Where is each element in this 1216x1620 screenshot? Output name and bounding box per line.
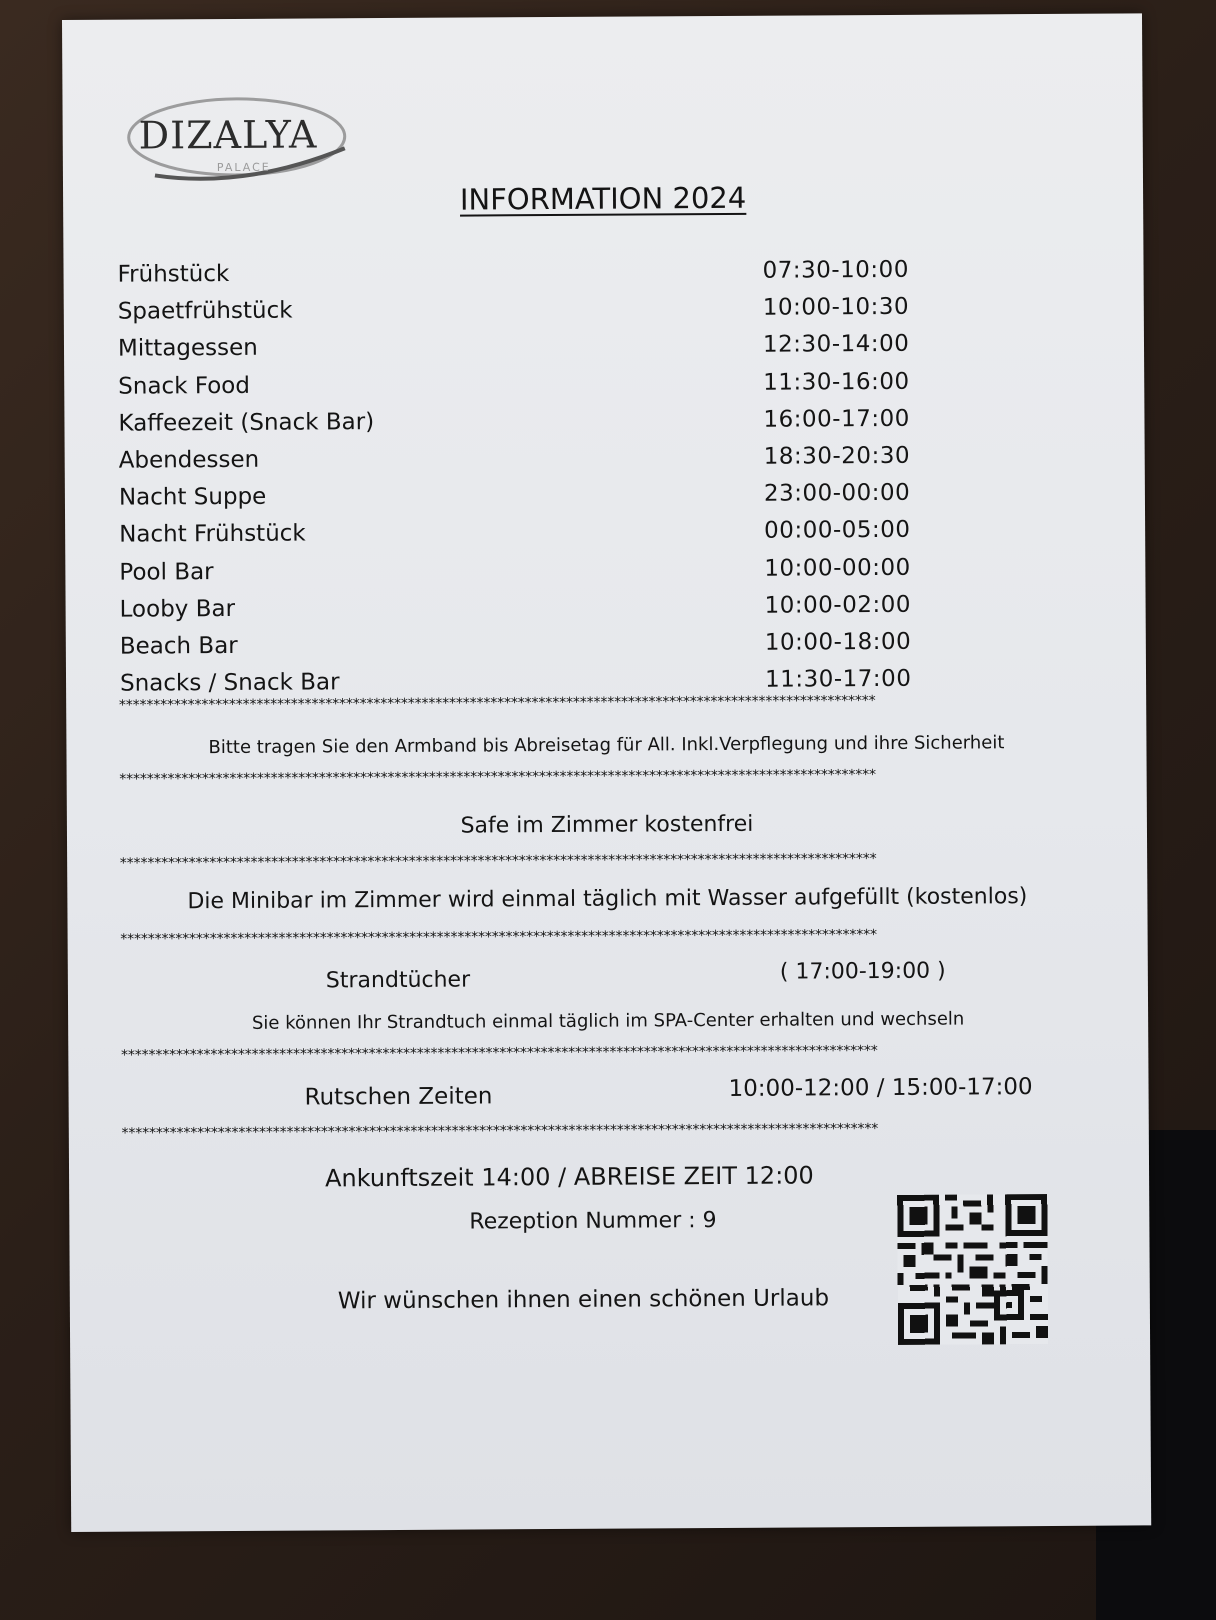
info-sheet: [62, 13, 1151, 1532]
slides-time: 10:00-12:00 / 15:00-17:00: [728, 1074, 1033, 1102]
separator-2: **************************************************************************************************************: [118, 767, 876, 788]
schedule-item-time: 18:30-20:30: [763, 442, 911, 470]
schedule-row: [118, 368, 938, 409]
schedule-item-time: 11:30-16:00: [763, 368, 910, 396]
logo-subtext: PALACE: [216, 160, 271, 175]
qr-code-icon: [891, 1194, 1054, 1345]
schedule-row: [119, 554, 939, 595]
towels-time: ( 17:00-19:00 ): [779, 958, 946, 985]
schedule-item-time: 10:00-00:00: [764, 554, 911, 582]
separator-4: **************************************************************************************************************: [119, 927, 877, 948]
schedule-item-name: Nacht Suppe: [118, 483, 267, 511]
towels-label: Strandtücher: [325, 967, 471, 994]
schedule-item-time: 11:30-17:00: [764, 666, 912, 693]
minibar-notice: Die Minibar im Zimmer wird einmal täglich mit Wasser aufgefüllt (kostenlos): [187, 884, 1028, 915]
page-title: INFORMATION 2024: [459, 180, 747, 217]
schedule-item-time: 10:00-02:00: [764, 591, 912, 619]
schedule-item-name: Mittagessen: [117, 335, 258, 363]
schedule-item-name: Frühstück: [117, 260, 230, 288]
logo-text: DIZALYA: [138, 112, 318, 158]
armband-notice: Bitte tragen Sie den Armband bis Abreisetag für All. Inkl.Verpflegung und ihre Sicherheit: [208, 732, 1005, 759]
schedule-row: [119, 443, 939, 484]
schedule-item-name: Nacht Frühstück: [119, 520, 306, 549]
separator-6: **************************************************************************************************************: [120, 1121, 878, 1142]
schedule-item-name: Beach Bar: [119, 632, 238, 660]
schedule-item-time: 10:00-10:30: [762, 294, 910, 321]
slides-label: Rutschen Zeiten: [304, 1083, 493, 1111]
towels-text: Sie können Ihr Strandtuch einmal täglich im SPA-Center erhalten und wechseln: [251, 1008, 965, 1034]
schedule-row: [118, 331, 938, 372]
hotel-logo: [124, 88, 361, 189]
schedule-item-time: 10:00-18:00: [764, 628, 912, 656]
schedule-row: [120, 629, 940, 670]
schedule-item-name: Abendessen: [118, 446, 260, 474]
schedule-row: [118, 294, 938, 335]
schedule-item-name: Looby Bar: [119, 595, 236, 623]
schedule-item-time: 07:30-10:00: [762, 256, 909, 284]
separator-5: **************************************************************************************************************: [120, 1043, 878, 1064]
schedule-row: [119, 480, 939, 521]
farewell-message: Wir wünschen ihnen einen schönen Urlaub: [337, 1285, 830, 1315]
schedule-row: [118, 405, 938, 446]
arrival-departure: Ankunftszeit 14:00 / ABREISE ZEIT 12:00: [324, 1161, 814, 1193]
schedule-item-time: 23:00-00:00: [763, 480, 911, 507]
safe-notice: Safe im Zimmer kostenfrei: [460, 811, 754, 839]
schedule-item-name: Pool Bar: [119, 558, 214, 586]
reception-number: Rezeption Nummer : 9: [469, 1208, 717, 1235]
schedule-item-time: 16:00-17:00: [763, 405, 910, 433]
schedule-row: [120, 591, 940, 632]
schedule-item-name: Kaffeezeit (Snack Bar): [118, 408, 375, 437]
schedule-item-time: 12:30-14:00: [762, 331, 910, 359]
schedule-item-name: Snack Food: [118, 372, 251, 400]
schedule-row: [119, 517, 939, 558]
schedule-item-name: Snacks / Snack Bar: [119, 669, 340, 697]
separator-1: **************************************************************************************************************: [118, 693, 875, 714]
schedule-item-time: 00:00-05:00: [764, 517, 911, 545]
schedule-row: [117, 257, 937, 298]
schedule-item-name: Spaetfrühstück: [117, 297, 293, 325]
separator-3: **************************************************************************************************************: [119, 851, 876, 872]
